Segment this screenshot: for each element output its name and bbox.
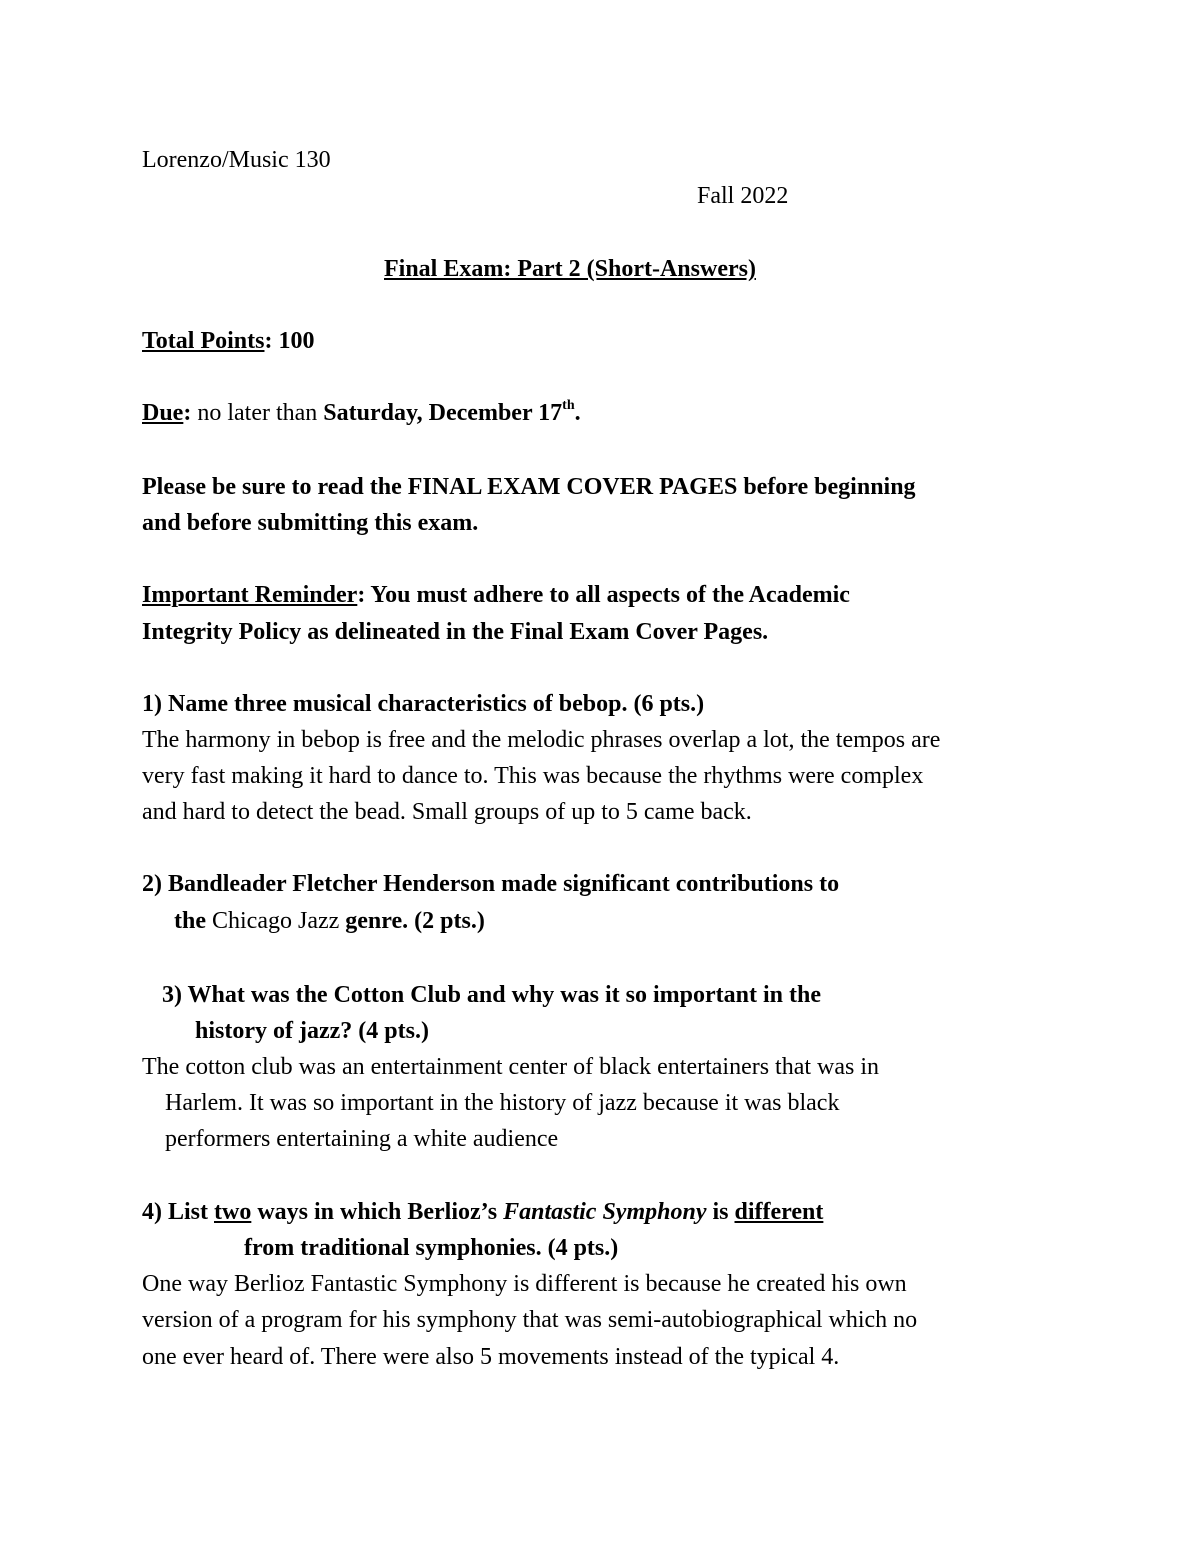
total-points bbox=[142, 326, 314, 356]
question-2-the: the bbox=[174, 908, 206, 934]
notice-line-1-text: Please be sure to read the FINAL EXAM COVER PAGES before beginning bbox=[142, 474, 916, 500]
question-4-is: is bbox=[706, 1199, 735, 1225]
notice-line-2-text: and before submitting this exam. bbox=[142, 510, 479, 536]
due-label: Due bbox=[142, 400, 184, 426]
due-text: no later than bbox=[191, 400, 324, 426]
term-label: Fall 2022 bbox=[697, 183, 789, 209]
reminder-line-2 bbox=[142, 617, 768, 647]
reminder-label: Important Reminder bbox=[142, 582, 358, 608]
answer-1-line-1: The harmony in bebop is free and the melodic phrases overlap a lot, the tempos are bbox=[142, 727, 941, 753]
question-2-line-2 bbox=[174, 906, 485, 936]
answer-3-line-3: performers entertaining a white audience bbox=[165, 1126, 559, 1152]
reminder-colon: : bbox=[357, 582, 366, 608]
due-date-suffix: th bbox=[562, 398, 575, 413]
answer-3-line-1: The cotton club was an entertainment center of black entertainers that was in bbox=[142, 1054, 880, 1080]
question-3-line-2 bbox=[195, 1016, 429, 1046]
question-4-prefix: 4) List bbox=[142, 1199, 214, 1225]
due-colon: : bbox=[183, 400, 192, 426]
course-label: Lorenzo/Music 130 bbox=[142, 147, 331, 173]
total-points-sep: : bbox=[264, 328, 273, 354]
due-line bbox=[142, 398, 581, 428]
question-4-two: two bbox=[214, 1199, 252, 1225]
notice-line-1 bbox=[142, 472, 916, 502]
exam-title bbox=[384, 254, 756, 284]
question-4-different: different bbox=[734, 1199, 824, 1225]
question-4-mid: ways in which Berlioz’s bbox=[251, 1199, 504, 1225]
question-4-work: Fantastic Symphony bbox=[503, 1199, 707, 1225]
reminder-line-1 bbox=[142, 580, 850, 610]
question-2-tail: genre. (2 pts.) bbox=[345, 908, 485, 934]
question-3-line-1 bbox=[162, 980, 821, 1010]
question-3-line-1-text: 3) What was the Cotton Club and why was it so important in the bbox=[162, 982, 821, 1008]
answer-3-line-2: Harlem. It was so important in the history of jazz because it was black bbox=[165, 1090, 840, 1116]
total-points-value: 100 bbox=[278, 328, 315, 354]
notice-line-2 bbox=[142, 508, 478, 538]
answer-4-line-2: version of a program for his symphony that was semi-autobiographical which no bbox=[142, 1307, 918, 1333]
reminder-line-2-text: Integrity Policy as delineated in the Final Exam Cover Pages. bbox=[142, 619, 769, 645]
answer-4-line-3: one ever heard of. There were also 5 movements instead of the typical 4. bbox=[142, 1344, 840, 1370]
question-3-line-2-text: history of jazz? (4 pts.) bbox=[195, 1018, 429, 1044]
total-points-label: Total Points bbox=[142, 328, 265, 354]
reminder-text: You must adhere to all aspects of the Academic bbox=[365, 582, 850, 608]
answer-1-line-2: very fast making it hard to dance to. This was because the rhythms were complex bbox=[142, 763, 924, 789]
question-4-line-2-text: from traditional symphonies. (4 pts.) bbox=[244, 1235, 619, 1261]
due-end: . bbox=[574, 400, 581, 426]
question-1-text: 1) Name three musical characteristics of bebop. (6 pts.) bbox=[142, 691, 705, 717]
question-2-line-1 bbox=[142, 869, 839, 899]
question-2-answer: Chicago Jazz bbox=[206, 908, 346, 934]
answer-1-line-3: and hard to detect the bead. Small groups of up to 5 came back. bbox=[142, 799, 752, 825]
exam-title-text: Final Exam: Part 2 (Short-Answers) bbox=[384, 256, 756, 282]
question-1 bbox=[142, 689, 704, 719]
question-4-line-2 bbox=[244, 1233, 618, 1263]
due-date: Saturday, December 17 bbox=[323, 400, 563, 426]
question-2-line-1-text: 2) Bandleader Fletcher Henderson made significant contributions to bbox=[142, 871, 840, 897]
question-4-line-1 bbox=[142, 1197, 823, 1227]
answer-4-line-1: One way Berlioz Fantastic Symphony is different is because he created his own bbox=[142, 1271, 907, 1297]
